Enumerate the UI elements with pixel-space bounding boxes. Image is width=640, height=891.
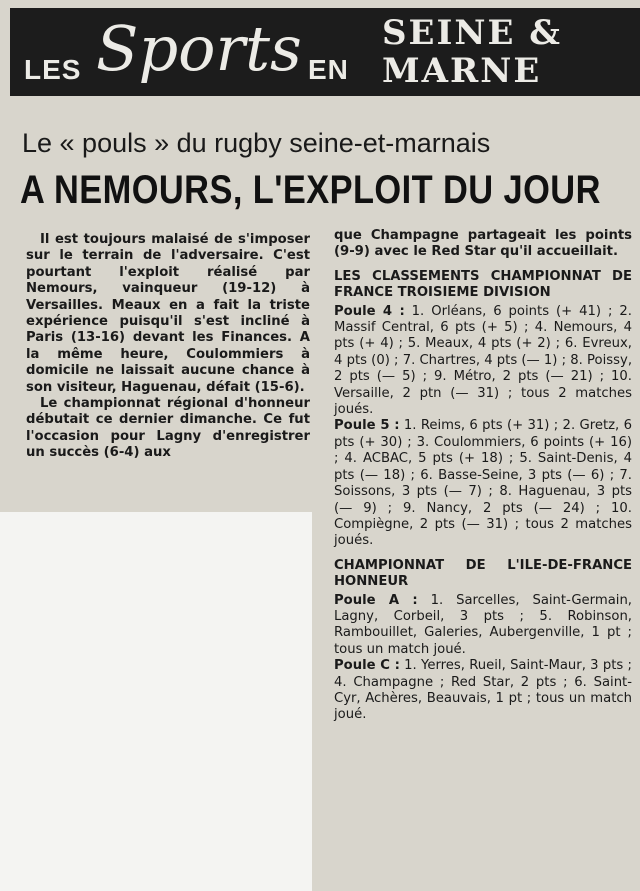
poule-4-text: 1. Orléans, 6 points (+ 41) ; 2. Massif Central, 6 pts (+ 5) ; 4. Nemours, 4 pts (+ 4) ; 5. Meaux, 4 pts (+ 2) ; 6. Evreux, 4 pts (0) ; 7. Chartres, 4 pts (— 1) ; 8. Poissy, 2 pts (— 5) ; 9. Métro, 2 pts (— 21) ; 10. Versaille, 2 ptn (— 31) ; tous 2 matches joués. [334, 303, 633, 418]
poule-5-label: Poule 5 : [334, 418, 400, 434]
classements-heading: LES CLASSEMENTS CHAMPIONNAT DE FRANCE TROISIEME DIVISION [334, 268, 632, 301]
masthead-line1: SEINE & [382, 13, 562, 53]
poule-4 [334, 304, 632, 419]
masthead-les: LES [24, 54, 82, 85]
poule-a [334, 593, 632, 659]
column-left [26, 232, 310, 462]
masthead-sports: Sports [96, 12, 302, 85]
masthead-line2: MARNE [382, 51, 542, 91]
intro-paragraph-3: que Champagne partageait les points (9-9) avec le Red Star qu'il accueillait. [334, 228, 632, 260]
blank-area [0, 512, 312, 891]
poule-5-text: 1. Reims, 6 pts (+ 31) ; 2. Gretz, 6 pts (+ 30) ; 3. Coulommiers, 6 points (+ 16) ; 4. ACBAC, 5 pts (+ 18) ; 5. Saint-Denis, 4 pts (— 18) ; 6. Basse-Seine, 3 pts (— 6) ; 7. Soissons, 3 pts (— 7) ; 8. Haguenau, 3 pts (— 9) ; 9. Nancy, 2 pts (— 24) ; 10. Compiègne, 2 pts (— 31) ; tous 2 matches joués. [334, 418, 632, 549]
headline: A NEMOURS, L'EXPLOIT DU JOUR [20, 168, 601, 212]
poule-c [334, 658, 632, 724]
intro-paragraph-1: Il est toujours malaisé de s'imposer sur le terrain de l'adversaire. C'est pourtant l'exploit réalisé par Nemours, vainqueur (19-12) à Versailles. Meaux en a fait la triste expérience puisqu'il s'est incliné à Paris (13-16) devant les Finances. A la même heure, Coulommiers à domicile ne laissait aucune chance à son visiteur, Haguenau, défait (15-6). [26, 232, 310, 395]
column-right [334, 228, 632, 724]
kicker: Le « pouls » du rugby seine-et-marnais [22, 128, 491, 158]
poule-5 [334, 418, 632, 549]
intro-paragraph-2: Le championnat régional d'honneur débutait ce dernier dimanche. Ce fut l'occasion pour Lagny d'enregistrer un succès (6-4) aux [26, 396, 310, 461]
masthead-en: EN [308, 54, 349, 85]
poule-a-label: Poule A : [334, 592, 418, 608]
poule-a-text: 1. Sarcelles, Saint-Germain, Lagny, Corbeil, 3 pts ; 5. Robinson, Rambouillet, Galeries, Aubergenville, 1 pt ; tous un match joué. [334, 592, 632, 657]
poule-c-text: 1. Yerres, Rueil, Saint-Maur, 3 pts ; 4. Champagne ; Red Star, 2 pts ; 6. Saint-Cyr, Achères, Beauvais, 1 pt ; tous un match joué. [334, 658, 632, 723]
poule-c-label: Poule C : [334, 658, 400, 674]
poule-4-label: Poule 4 : [334, 303, 405, 319]
iledefrance-heading: CHAMPIONNAT DE L'ILE-DE-FRANCE HONNEUR [334, 557, 632, 590]
masthead [10, 8, 640, 96]
